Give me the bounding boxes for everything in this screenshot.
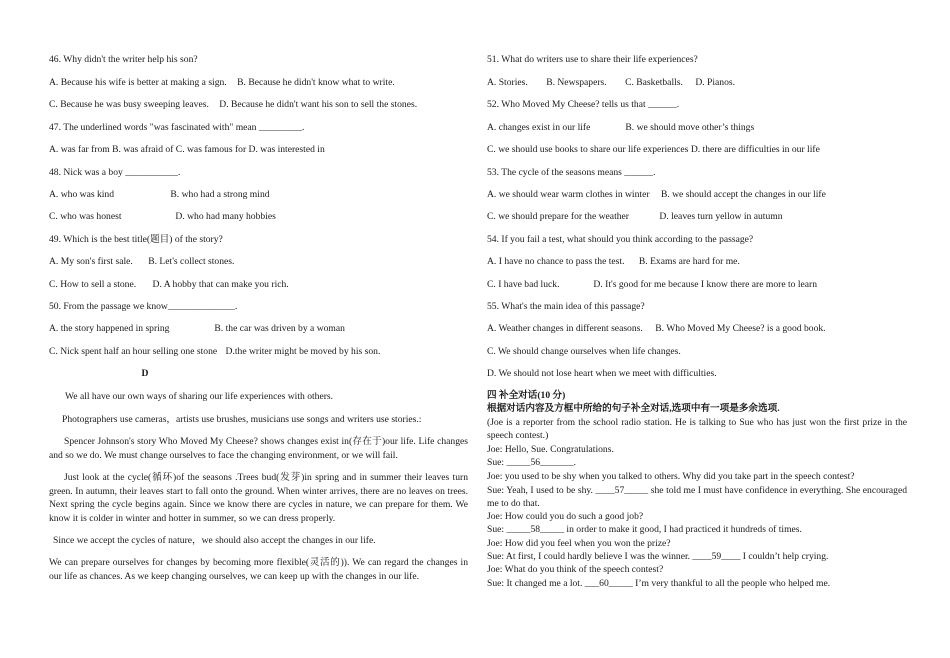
question-52: 52. Who Moved My Cheese? tells us that ______.	[487, 99, 680, 110]
option: D. Because he didn't want his son to sell the stones.	[219, 99, 418, 110]
option: B. Exams are hard for me.	[638, 256, 740, 267]
question-46: 46. Why didn't the writer help his son?	[49, 54, 198, 65]
dialogue-line: Sue: It changed me a lot. ___60_____ I’m very thankful to all the people who helped me.	[487, 578, 831, 589]
question-49: 49. Which is the best title(题目) of the story?	[49, 234, 223, 245]
question-47: 47. The underlined words "was fascinated with" mean _________.	[49, 122, 305, 133]
option: B. we should move other’s things	[625, 122, 755, 133]
passage-paragraph: Photographers use cameras，artists use brushes, musicians use songs and writers use stories.:	[62, 414, 422, 425]
option: A. changes exist in our life	[487, 122, 591, 133]
question-46-options-ab	[49, 77, 395, 89]
option: C. we should prepare for the weather	[487, 211, 629, 222]
question-51: 51. What do writers use to share their life experiences?	[487, 54, 698, 65]
question-53-options-cd	[487, 211, 783, 223]
section-d-heading: D	[141, 368, 149, 379]
option: D.the writer might be moved by his son.	[225, 346, 381, 357]
question-49-options-cd	[49, 279, 289, 291]
question-54-options-cd	[487, 279, 817, 291]
option: B. the car was driven by a woman	[214, 323, 345, 334]
question-54-options-ab	[487, 256, 740, 268]
option: D. Pianos.	[695, 77, 736, 88]
dialogue-intro: (Joe is a reporter from the school radio station. He is talking to Sue who has just won the first prize in the speech contest.)	[487, 417, 907, 442]
option: A. Stories.	[487, 77, 528, 88]
question-53: 53. The cycle of the seasons means ______.	[487, 167, 656, 178]
dialogue-line: Joe: How could you do such a good job?	[487, 511, 644, 522]
option: C. Because he was busy sweeping leaves.	[49, 99, 209, 110]
option: B. Because he didn't know what to write.	[237, 77, 395, 88]
dialogue-line: Joe: How did you feel when you won the prize?	[487, 538, 671, 549]
dialogue-line: Sue: Yeah, I used to be shy. ____57_____ she told me I must have confidence in everything. She encouraged me to do that.	[487, 485, 907, 510]
question-55-option-c: C. We should change ourselves when life changes.	[487, 346, 681, 357]
option: C. Basketballs.	[625, 77, 683, 88]
option: A. we should wear warm clothes in winter	[487, 189, 650, 200]
option: D. who had many hobbies	[175, 211, 276, 222]
section-4-instructions: 根据对话内容及方框中所给的句子补全对话,选项中有一项是多余选项.	[487, 403, 780, 414]
dialogue-line: Sue: _____56_______.	[487, 457, 577, 468]
passage-paragraph	[49, 534, 468, 548]
question-47-options: A. was far from B. was afraid of C. was famous for D. was interested in	[49, 144, 325, 155]
option: B. Who Moved My Cheese? is a good book.	[655, 323, 826, 334]
question-49-options-ab	[49, 256, 234, 268]
option: B. Let's collect stones.	[148, 256, 235, 267]
dialogue-line: Joe: What do you think of the speech contest?	[487, 564, 664, 575]
passage-paragraph: We can prepare ourselves for changes by becoming more flexible(灵活的)). We can regard the changes in our life as chances. As we keep changing ourselves, we can keep up with the changes in our life.	[49, 557, 468, 582]
question-48: 48. Nick was a boy ___________.	[49, 167, 181, 178]
question-55: 55. What's the main idea of this passage?	[487, 301, 645, 312]
option: C. who was honest	[49, 211, 122, 222]
option: A. the story happened in spring	[49, 323, 170, 334]
dialogue-line: Sue: _____58_____ in order to make it good, I had practiced it hundreds of times.	[487, 524, 802, 535]
option: C. Nick spent half an hour selling one stone	[49, 346, 218, 357]
dialogue-line: Joe: Hello, Sue. Congratulations.	[487, 444, 614, 455]
dialogue-line: Joe: you used to be shy when you talked to others. Why did you take part in the speech contest?	[487, 471, 855, 482]
question-55-options-ab	[487, 323, 826, 335]
option: B. who had a strong mind	[170, 189, 270, 200]
option: C. I have bad luck.	[487, 279, 560, 290]
option: D. leaves turn yellow in autumn	[659, 211, 783, 222]
option: A. My son's first sale.	[49, 256, 133, 267]
question-54: 54. If you fail a test, what should you think according to the passage?	[487, 234, 754, 245]
dialogue-line: Sue: At first, I could hardly believe I was the winner. ____59____ I couldn’t help crying.	[487, 551, 829, 562]
question-48-options-ab	[49, 189, 270, 201]
question-50: 50. From the passage we know______________.	[49, 301, 238, 312]
passage-paragraph: Just look at the cycle(循环)of the seasons .Trees bud(发芽)in spring and in summer their leaves turn green. In autumn, their leaves start to fall onto the ground. When winter arrives, there are no leaves on trees. Next spring the cycle begins again. Since we know there are cycles in nature, we can prepare for them. We know it is colder in winter and hotter in summer, so we can dress properly.	[49, 472, 468, 524]
question-50-options-cd	[49, 346, 380, 358]
option: A. Because his wife is better at making a sign.	[49, 77, 227, 88]
option: D. A hobby that can make you rich.	[152, 279, 289, 290]
option: D. It's good for me because I know there are more to learn	[593, 279, 818, 290]
option: A. I have no chance to pass the test.	[487, 256, 625, 267]
question-46-options-cd	[49, 99, 417, 111]
question-50-options-ab	[49, 323, 345, 335]
question-51-options	[487, 77, 735, 89]
option: C. How to sell a stone.	[49, 279, 137, 290]
question-52-options-cd: C. we should use books to share our life experiences D. there are difficulties in our life	[487, 144, 820, 155]
section-4-title: 四 补全对话(10 分)	[487, 390, 566, 401]
option: B. Newspapers.	[546, 77, 607, 88]
option: A. who was kind	[49, 189, 115, 200]
option: B. we should accept the changes in our life	[660, 189, 826, 200]
question-53-options-ab	[487, 189, 826, 201]
question-55-option-d: D. We should not lose heart when we meet with difficulties.	[487, 368, 717, 379]
passage-paragraph: We all have our own ways of sharing our life experiences with others.	[65, 391, 334, 402]
question-48-options-cd	[49, 211, 276, 223]
option: A. Weather changes in different seasons.	[487, 323, 643, 334]
passage-paragraph: Spencer Johnson's story Who Moved My Cheese? shows changes exist in(存在于)our life. Life changes and so we do. We must change ourselves to face the changing environment, or we will fail.	[49, 436, 468, 461]
question-52-options-ab	[487, 122, 754, 134]
passage-paragraph-text: Since we accept the cycles of nature，we should also accept the changes in our life.	[53, 535, 376, 546]
